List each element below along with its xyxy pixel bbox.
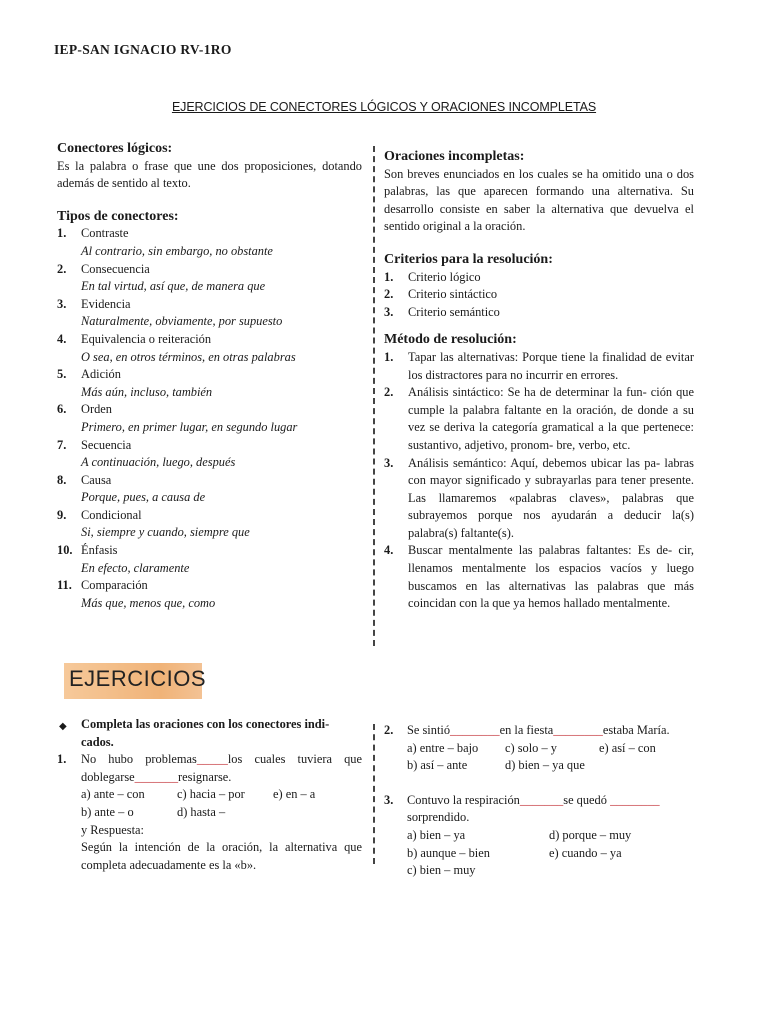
column-divider-lower bbox=[373, 724, 375, 864]
options-row bbox=[81, 804, 362, 822]
connector-examples: Al contrario, sin embargo, no obstante bbox=[81, 243, 273, 258]
instruction bbox=[57, 716, 362, 751]
option-d: d) bien – ya que bbox=[505, 758, 585, 773]
item-number: 3. bbox=[384, 304, 394, 319]
question-part: estaba María. bbox=[602, 723, 670, 737]
option-d: d) porque – muy bbox=[549, 827, 632, 842]
question-part: Se sintió bbox=[407, 723, 451, 737]
list-item bbox=[57, 225, 362, 260]
blank: ________ bbox=[450, 723, 500, 737]
connector-type: Equivalencia o reiteración bbox=[81, 331, 212, 346]
list-item bbox=[384, 384, 694, 454]
connector-examples: Más que, menos que, como bbox=[81, 595, 216, 610]
connector-type: Secuencia bbox=[81, 437, 132, 452]
item-number: 7. bbox=[57, 437, 67, 452]
blank: _______ bbox=[519, 792, 564, 807]
criterio-text: Criterio semántico bbox=[408, 304, 500, 319]
question-part: en la fiesta bbox=[499, 723, 554, 737]
connector-type: Condicional bbox=[81, 507, 142, 522]
metodo-text: Análisis sintáctico: Se ha de determinar la fun- ción que cumple la palabra faltante en la oración, de donde a su vez se deriva la categoría gramatical a la que pertenece: sustantivo, adjetivo, pronom- bre, verbo, etc. bbox=[408, 385, 694, 452]
connector-type: Evidencia bbox=[81, 296, 131, 311]
blank: _______ bbox=[134, 769, 179, 784]
connector-examples: A continuación, luego, después bbox=[81, 455, 236, 470]
option-e: e) en – a bbox=[273, 787, 316, 802]
list-item bbox=[384, 304, 694, 322]
item-number: 3. bbox=[384, 455, 394, 470]
item-number: 2. bbox=[384, 385, 394, 400]
list-item bbox=[57, 401, 362, 436]
ejercicios-banner bbox=[64, 663, 207, 699]
blank: ________ bbox=[610, 792, 660, 807]
school-header: IEP-SAN IGNACIO RV-1RO bbox=[54, 42, 232, 57]
instruction-text: Completa las oraciones con los conectores indi- cados. bbox=[81, 717, 330, 749]
exercise-right-column bbox=[384, 722, 694, 880]
list-item bbox=[384, 269, 694, 287]
question-3 bbox=[384, 792, 694, 880]
item-number: 1. bbox=[384, 269, 394, 284]
connector-examples: O sea, en otros términos, en otras palabras bbox=[81, 349, 296, 364]
options-row bbox=[81, 786, 362, 804]
list-item bbox=[57, 577, 362, 612]
connector-type: Causa bbox=[81, 472, 112, 487]
options-row bbox=[407, 757, 694, 775]
criterios-title: Criterios para la resolución: bbox=[384, 251, 553, 267]
document-title: EJERCICIOS DE CONECTORES LÓGICOS Y ORACIONES INCOMPLETAS bbox=[171, 100, 597, 114]
list-item bbox=[384, 455, 694, 543]
item-number: 9. bbox=[57, 507, 67, 522]
connector-type: Adición bbox=[81, 367, 121, 382]
option-b: b) ante – o bbox=[81, 804, 134, 819]
option-c: c) bien – muy bbox=[407, 863, 476, 878]
option-b: b) así – ante bbox=[407, 758, 468, 773]
metodo-title: Método de resolución: bbox=[384, 332, 517, 348]
conectores-title: Conectores lógicos: bbox=[57, 141, 173, 156]
item-number: 11. bbox=[57, 578, 72, 593]
option-c: c) hacia – por bbox=[177, 787, 245, 802]
metodo-text: Análisis semántico: Aquí, debemos ubicar las pa- labras con mayor significado y subrayarlas para tener presente. Las llamaremos «palabras claves», palabras que subrayemos porque nos ayudarán a deducir la(s) palabra(s) faltante(s). bbox=[408, 455, 694, 540]
connector-examples: Naturalmente, obviamente, por supuesto bbox=[81, 314, 283, 329]
tipos-title: Tipos de conectores: bbox=[57, 208, 179, 224]
blank: _____ bbox=[196, 752, 228, 767]
question-number: 1. bbox=[57, 752, 67, 767]
question-text bbox=[407, 722, 694, 740]
criterio-text: Criterio sintáctico bbox=[408, 287, 498, 302]
option-a: a) bien – ya bbox=[407, 827, 466, 842]
option-a: a) entre – bajo bbox=[407, 740, 479, 755]
item-number: 8. bbox=[57, 472, 67, 487]
connector-type: Contraste bbox=[81, 226, 129, 241]
option-c: c) solo – y bbox=[505, 740, 557, 755]
item-number: 2. bbox=[57, 261, 67, 276]
metodo-text: Buscar mentalmente las palabras faltantes: Es de- cir, llenamos mentalmente los espacios vacíos y luego buscamos en las alternativas las palabras que más coincidan con la que ya hemos hallado mentalmente. bbox=[408, 543, 694, 611]
question-text bbox=[81, 751, 362, 786]
list-item bbox=[57, 261, 362, 296]
question-part: resignarse. bbox=[178, 769, 232, 784]
question-part: se quedó bbox=[563, 792, 607, 807]
list-item bbox=[384, 349, 694, 384]
connector-type: Orden bbox=[81, 402, 112, 417]
connector-type: Comparación bbox=[81, 578, 148, 593]
list-item bbox=[57, 507, 362, 542]
item-number: 2. bbox=[384, 287, 394, 302]
item-number: 6. bbox=[57, 402, 67, 417]
connector-examples: En tal virtud, así que, de manera que bbox=[81, 279, 266, 294]
blank: ________ bbox=[553, 723, 603, 737]
metodo-text: Tapar las alternativas: Porque tiene la finalidad de evitar los distractores para no incurrir en errores. bbox=[408, 349, 694, 382]
connector-examples: Primero, en primer lugar, en segundo lugar bbox=[81, 419, 298, 434]
list-item bbox=[57, 437, 362, 472]
oraciones-title: Oraciones incompletas: bbox=[384, 149, 525, 164]
option-e: e) así – con bbox=[599, 740, 656, 755]
list-item bbox=[384, 542, 694, 612]
bullet-icon: ◆ bbox=[59, 721, 67, 732]
right-column bbox=[384, 148, 694, 613]
item-number: 5. bbox=[57, 367, 67, 382]
connector-examples: Más aún, incluso, también bbox=[81, 384, 213, 399]
option-a: a) ante – con bbox=[81, 787, 145, 802]
question-2 bbox=[384, 722, 694, 775]
column-divider bbox=[373, 146, 375, 646]
metodo-list bbox=[384, 349, 694, 613]
list-item bbox=[57, 296, 362, 331]
left-column bbox=[57, 140, 362, 612]
connector-type: Consecuencia bbox=[81, 261, 150, 276]
options-row bbox=[407, 845, 694, 863]
list-item bbox=[57, 542, 362, 577]
answer-label: y Respuesta: bbox=[81, 822, 144, 837]
question-part: Contuvo la respiración bbox=[407, 792, 520, 807]
oraciones-definition: Son breves enunciados en los cuales se ha omitido una o dos palabras, las que aparecen formando una alternativa. Su desarrollo consiste en saber la alternativa que devuelva el sentido original a la oración. bbox=[384, 166, 694, 234]
question-part: No hubo problemas bbox=[81, 752, 197, 767]
list-item bbox=[57, 472, 362, 507]
list-item bbox=[57, 366, 362, 401]
item-number: 4. bbox=[384, 543, 394, 558]
list-item bbox=[57, 331, 362, 366]
connector-examples: Si, siempre y cuando, siempre que bbox=[81, 525, 250, 540]
options-row bbox=[407, 827, 694, 845]
conectores-definition: Es la palabra o frase que une dos proposiciones, dotando además de sentido al texto. bbox=[57, 158, 362, 191]
option-b: b) aunque – bien bbox=[407, 845, 490, 860]
question-part: sorprendido. bbox=[407, 810, 470, 825]
option-e: e) cuando – ya bbox=[549, 845, 622, 860]
exercise-left-column bbox=[57, 716, 362, 874]
question-number: 2. bbox=[384, 723, 394, 737]
question-number: 3. bbox=[384, 792, 394, 807]
ejercicios-heading: EJERCICIOS bbox=[69, 666, 207, 691]
item-number: 3. bbox=[57, 296, 67, 311]
criterios-list bbox=[384, 269, 694, 322]
options-row bbox=[407, 740, 694, 758]
connector-examples: En efecto, claramente bbox=[81, 560, 190, 575]
item-number: 1. bbox=[384, 349, 394, 364]
option-d: d) hasta – bbox=[177, 804, 226, 819]
criterio-text: Criterio lógico bbox=[408, 269, 481, 284]
item-number: 10. bbox=[57, 543, 73, 558]
connector-type: Énfasis bbox=[81, 543, 118, 558]
list-item bbox=[384, 286, 694, 304]
connector-examples: Porque, pues, a causa de bbox=[81, 490, 206, 505]
question-1 bbox=[57, 751, 362, 874]
item-number: 4. bbox=[57, 331, 67, 346]
question-part: los cuales tuviera que doblegarse bbox=[81, 752, 362, 784]
tipos-list bbox=[57, 225, 362, 612]
item-number: 1. bbox=[57, 226, 67, 241]
answer-text: Según la intención de la oración, la alternativa que completa adecuadamente es la «b». bbox=[81, 840, 362, 872]
question-text bbox=[407, 792, 694, 827]
